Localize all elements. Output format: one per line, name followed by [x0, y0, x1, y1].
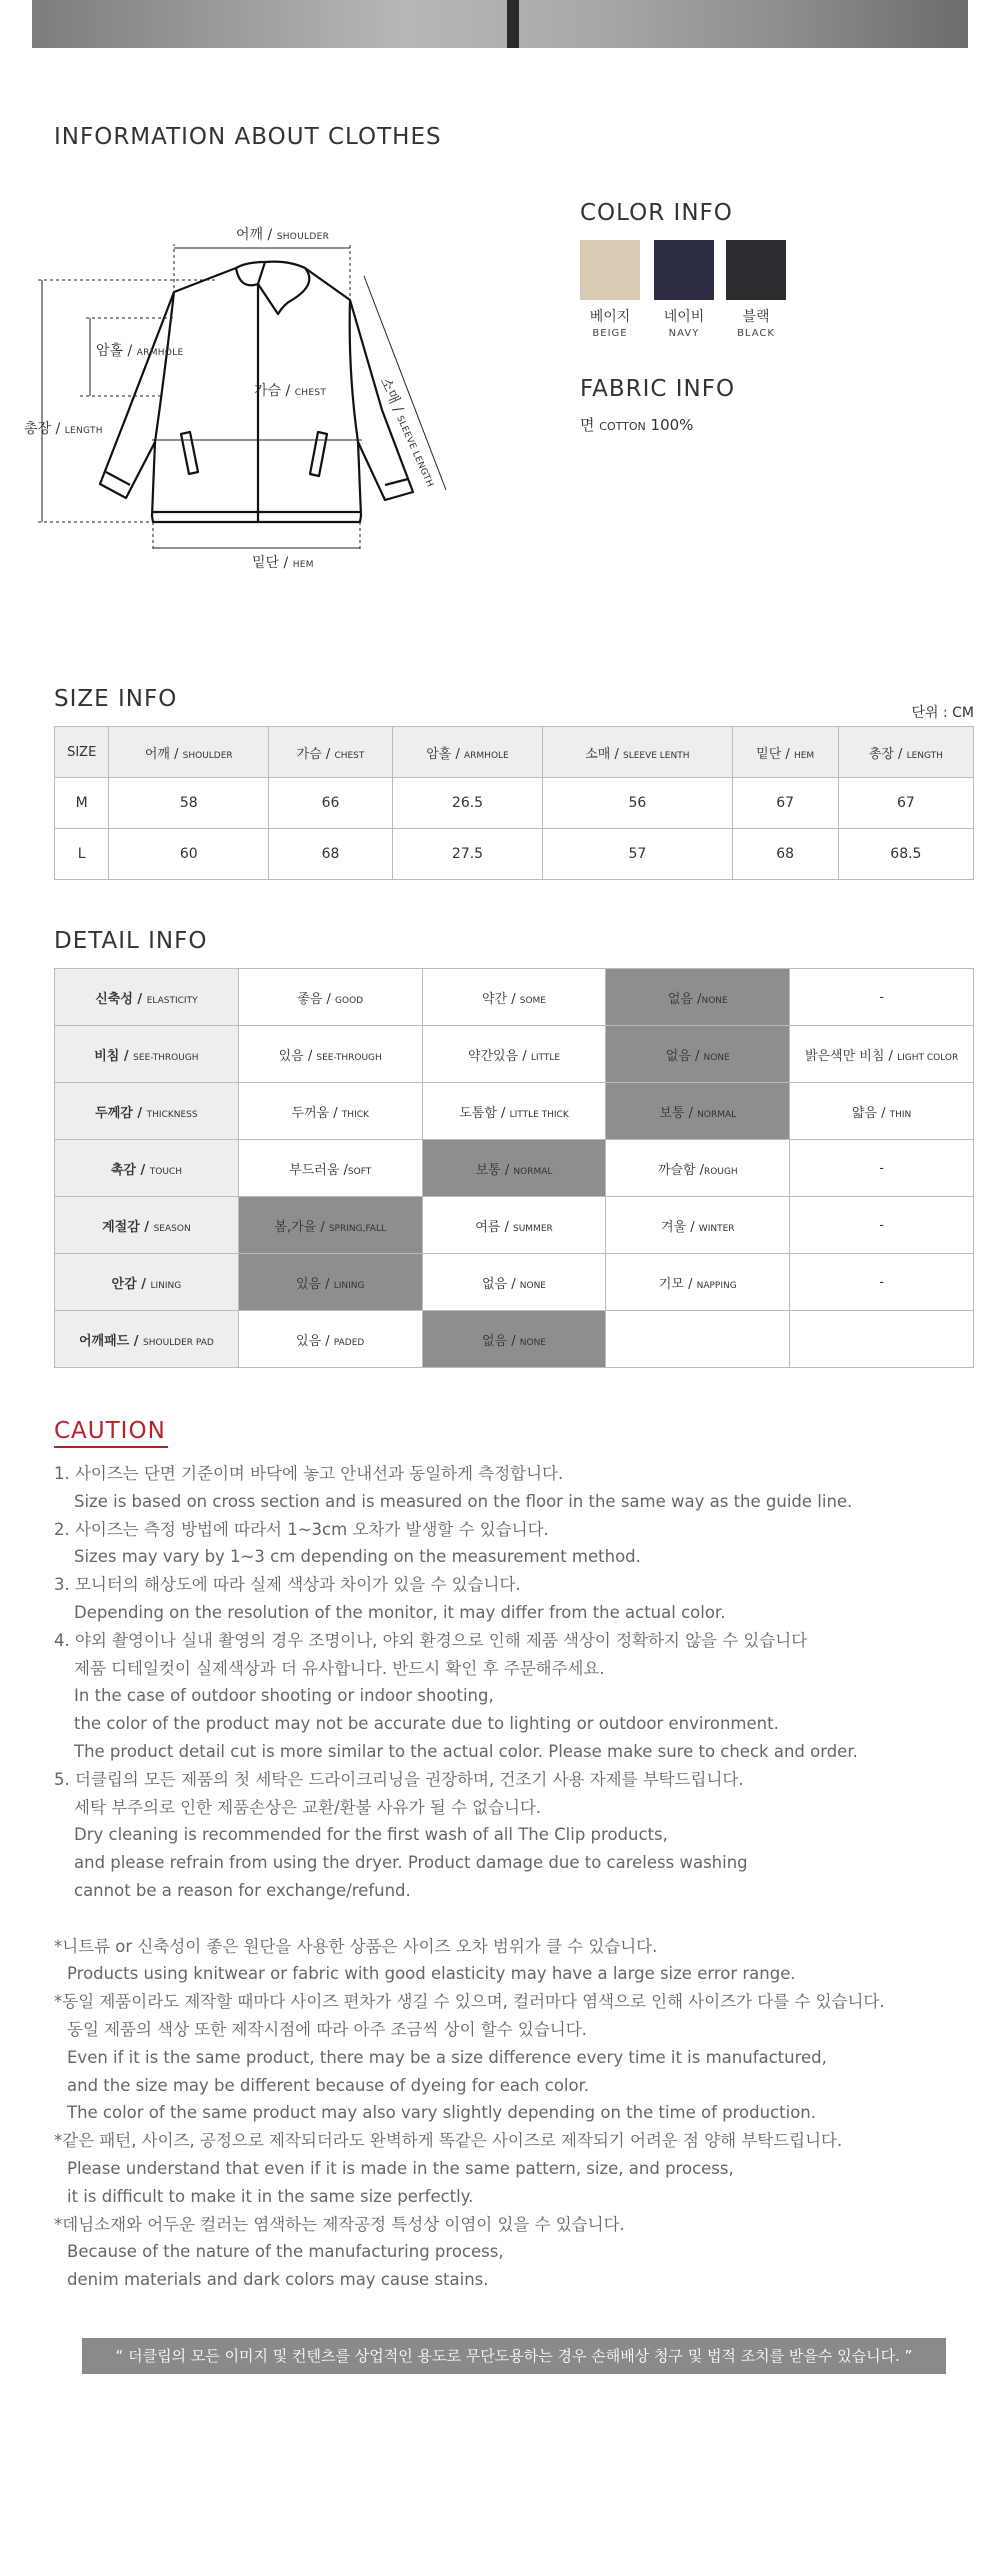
color-name-en: NAVY — [668, 328, 700, 339]
color-name-ko: 네이비 — [663, 309, 705, 325]
size-header-cell — [732, 727, 838, 778]
header-en: ARMHOLE — [464, 750, 509, 761]
color-swatch — [580, 240, 640, 300]
size-cell: 57 — [543, 829, 732, 880]
detail-label — [55, 1197, 239, 1254]
detail-cell — [790, 1140, 974, 1197]
label-en: THICKNESS — [146, 1109, 198, 1120]
copyright-notice: “ 더클립의 모든 이미지 및 컨텐츠를 상업적인 용도로 무단도용하는 경우 손해배상 청구 및 법적 조치를 받을수 있습니다. ” — [82, 2338, 946, 2374]
size-cell: 66 — [269, 778, 393, 829]
caution-line: 4. 야외 촬영이나 실내 촬영의 경우 조명이나, 야외 환경으로 인해 제품 색상이 정확하지 않을 수 있습니다 — [54, 1630, 808, 1650]
caution-line: Products using knitwear or fabric with good elasticity may have a large size error range. — [67, 1964, 796, 1984]
header-ko: 암홀 / — [426, 746, 464, 762]
table-row — [55, 1026, 974, 1083]
table-row — [55, 1083, 974, 1140]
detail-cell-selected — [606, 1026, 790, 1083]
detail-cell — [790, 1311, 974, 1368]
label-ko: 두께감 / — [95, 1105, 147, 1121]
detail-cell-selected — [606, 1083, 790, 1140]
label-en: LINING — [150, 1280, 182, 1291]
label-en: SEE-THROUGH — [133, 1052, 199, 1063]
caution-text — [54, 1460, 984, 2294]
detail-cell — [238, 1311, 422, 1368]
cell-ko: 약간있음 / — [467, 1048, 531, 1064]
detail-cell — [790, 1254, 974, 1311]
caution-underline — [54, 1446, 168, 1448]
hem-label: 밑단 / HEM — [252, 555, 314, 571]
cell-ko: 겨울 / — [661, 1219, 699, 1235]
detail-cell — [606, 1311, 790, 1368]
cell-en: THICK — [341, 1109, 369, 1120]
caution-line: cannot be a reason for exchange/refund. — [74, 1880, 411, 1900]
jacket-measurement-diagram — [18, 222, 498, 582]
color-name-ko: 블랙 — [742, 309, 770, 325]
cell-ko: 있음 / — [278, 1048, 317, 1064]
size-cell: 26.5 — [392, 778, 542, 829]
color-name-ko: 베이지 — [589, 309, 631, 325]
caution-line: Because of the nature of the manufacturing process, — [67, 2242, 504, 2262]
detail-cell — [606, 1197, 790, 1254]
label-en: SHOULDER PAD — [143, 1337, 214, 1348]
label-ko: 촉감 / — [110, 1162, 150, 1178]
detail-cell — [238, 1083, 422, 1140]
cell-ko: 있음 / — [296, 1333, 334, 1349]
header-ko: 가슴 / — [296, 746, 335, 762]
detail-label — [55, 1026, 239, 1083]
color-swatch — [726, 240, 786, 300]
detail-label — [55, 1140, 239, 1197]
caution-line: Depending on the resolution of the monitor, it may differ from the actual color. — [74, 1602, 726, 1622]
size-cell: 68 — [732, 829, 838, 880]
detail-cell — [606, 1254, 790, 1311]
color-info-title: COLOR INFO — [580, 200, 733, 226]
detail-cell — [790, 1083, 974, 1140]
cell-en: LITTLE THICK — [509, 1109, 569, 1120]
caution-line: Please understand that even if it is made in the same pattern, size, and process, — [67, 2158, 734, 2178]
caution-line: *동일 제품이라도 제작할 때마다 사이즈 편차가 생길 수 있으며, 컬러마다 염색으로 인해 사이즈가 다를 수 있습니다. — [54, 1992, 885, 2012]
detail-cell — [422, 1083, 606, 1140]
cell-ko: 없음 / — [665, 1048, 704, 1064]
label-ko: 어깨패드 / — [78, 1333, 143, 1349]
cell-ko: 까슬함 / — [657, 1162, 705, 1178]
size-header-cell — [269, 727, 393, 778]
detail-cell — [238, 969, 422, 1026]
size-cell: 56 — [543, 778, 732, 829]
size-cell: 67 — [732, 778, 838, 829]
shoulder-label: 어깨 / SHOULDER — [236, 227, 330, 243]
caution-line: and the size may be different because of dyeing for each color. — [67, 2075, 590, 2095]
cell-en: NONE — [519, 1280, 546, 1291]
size-cell: 60 — [109, 829, 269, 880]
caution-line: Even if it is the same product, there may be a size difference every time it is manufactured, — [67, 2047, 827, 2067]
caution-line: 동일 제품의 색상 또한 제작시점에 따라 아주 조금씩 상이 할수 있습니다. — [67, 2019, 587, 2039]
caution-line: *니트류 or 신축성이 좋은 원단을 사용한 상품은 사이즈 오차 범위가 클 수 있습니다. — [54, 1936, 658, 1956]
detail-cell — [790, 1197, 974, 1254]
caution-line: 3. 모니터의 해상도에 따라 실제 색상과 차이가 있을 수 있습니다. — [54, 1575, 521, 1595]
size-cell: 27.5 — [392, 829, 542, 880]
detail-cell-selected — [422, 1140, 606, 1197]
detail-cell — [790, 969, 974, 1026]
size-header-cell — [392, 727, 542, 778]
caution-line: 1. 사이즈는 단면 기준이며 바닥에 놓고 안내선과 동일하게 측정합니다. — [54, 1464, 564, 1483]
caution-line: In the case of outdoor shooting or indoor shooting, — [74, 1686, 494, 1706]
table-row — [55, 1197, 974, 1254]
caution-line: denim materials and dark colors may cause stains. — [67, 2270, 489, 2290]
detail-cell — [606, 1140, 790, 1197]
header-ko: 소매 / — [585, 746, 623, 762]
detail-cell — [238, 1026, 422, 1083]
photo-dark-stripe — [507, 0, 519, 48]
cell-ko: 두꺼움 / — [291, 1105, 342, 1121]
caution-line: Size is based on cross section and is measured on the floor in the same way as the guide line. — [74, 1491, 853, 1511]
cell-ko: 없음 / — [667, 991, 702, 1007]
cell-ko: - — [879, 989, 884, 1005]
detail-info-title: DETAIL INFO — [54, 928, 208, 954]
color-swatch — [654, 240, 714, 300]
label-ko: 신축성 / — [95, 991, 147, 1007]
cell-ko: 얇음 / — [851, 1105, 890, 1121]
label-ko: 비침 / — [94, 1048, 134, 1064]
header-en: CHEST — [334, 750, 365, 761]
caution-line: Dry cleaning is recommended for the first wash of all The Clip products, — [74, 1825, 668, 1845]
size-table-header — [55, 727, 974, 778]
fabric-info-title: FABRIC INFO — [580, 376, 736, 402]
cell-ko: 보통 / — [475, 1162, 514, 1178]
header-en: SHOULDER — [182, 750, 233, 761]
cell-en: ROUGH — [704, 1166, 738, 1177]
detail-cell-selected — [422, 1311, 606, 1368]
size-cell: 58 — [109, 778, 269, 829]
size-header-cell — [543, 727, 732, 778]
header-ko: SIZE — [67, 744, 97, 760]
label-ko: 계절감 / — [102, 1219, 154, 1235]
cell-en: SOME — [519, 995, 546, 1006]
armhole-label: 암홀 / ARMHOLE — [96, 343, 184, 359]
cell-en: NONE — [703, 1052, 730, 1063]
size-header-cell — [838, 727, 973, 778]
caution-line: Sizes may vary by 1~3 cm depending on the measurement method. — [74, 1547, 641, 1567]
cell-en: GOOD — [335, 995, 364, 1006]
cell-ko: 없음 / — [481, 1276, 520, 1292]
caution-line: 5. 더클립의 모든 제품의 첫 세탁은 드라이크리닝을 권장하며, 건조기 사용 자제를 부탁드립니다. — [54, 1769, 744, 1789]
caution-line: *같은 패턴, 사이즈, 공정으로 제작되더라도 완벽하게 똑같은 사이즈로 제작되기 어려운 점 양해 부탁드립니다. — [54, 2131, 843, 2151]
cell-en: PADED — [333, 1337, 365, 1348]
cell-ko: 약간 / — [481, 991, 520, 1007]
table-row — [55, 1254, 974, 1311]
cell-en: SPRING,FALL — [328, 1223, 386, 1234]
detail-label — [55, 1083, 239, 1140]
size-unit: 단위 : CM — [911, 705, 974, 721]
table-row — [55, 829, 974, 880]
sleeve-label: 소매 / SLEEVE LENGTH — [376, 375, 435, 489]
header-ko: 밑단 / — [756, 746, 794, 762]
cell-ko: 여름 / — [475, 1219, 513, 1235]
detail-cell — [422, 1197, 606, 1254]
length-label: 총장 / LENGTH — [24, 421, 103, 437]
detail-cell — [422, 969, 606, 1026]
label-en: TOUCH — [149, 1166, 182, 1177]
cell-en: NONE — [519, 1337, 546, 1348]
header-en: LENGTH — [906, 750, 943, 761]
detail-cell — [422, 1254, 606, 1311]
cell-ko: 기모 / — [658, 1276, 697, 1292]
table-row — [55, 1140, 974, 1197]
detail-cell-selected — [238, 1254, 422, 1311]
detail-table — [54, 968, 974, 1368]
caution-line: 2. 사이즈는 측정 방법에 따라서 1~3cm 오차가 발생할 수 있습니다. — [54, 1519, 549, 1539]
cell-ko: - — [879, 1274, 884, 1290]
detail-label — [55, 1254, 239, 1311]
caution-line: *데님소재와 어두운 컬러는 염색하는 제작공정 특성상 이염이 있을 수 있습니다. — [54, 2214, 625, 2234]
label-ko: 안감 / — [111, 1276, 151, 1292]
cell-ko: 없음 / — [481, 1333, 520, 1349]
cell-en: NONE — [701, 995, 728, 1006]
caution-title: CAUTION — [54, 1418, 166, 1444]
table-row — [55, 778, 974, 829]
detail-cell-selected — [238, 1197, 422, 1254]
header-ko: 어깨 / — [144, 746, 183, 762]
cell-en: LIGHT COLOR — [897, 1052, 959, 1063]
cell-en: NORMAL — [513, 1166, 553, 1177]
caution-line: The product detail cut is more similar to the actual color. Please make sure to check and order. — [74, 1741, 858, 1761]
cell-ko: - — [879, 1217, 884, 1233]
chest-label: 가슴 / CHEST — [254, 383, 327, 399]
table-row — [55, 1311, 974, 1368]
detail-cell — [422, 1026, 606, 1083]
cell-en: LITTLE — [530, 1052, 561, 1063]
cell-en: NAPPING — [696, 1280, 737, 1291]
header-ko: 총장 / — [868, 746, 907, 762]
cell-en: SUMMER — [512, 1223, 553, 1234]
cell-ko: 부드러움 / — [289, 1162, 348, 1178]
size-header-cell — [55, 727, 109, 778]
cell-ko: 밝은색만 비침 / — [804, 1048, 898, 1064]
cell-en: WINTER — [698, 1223, 735, 1234]
jacket-outline-illustration — [18, 222, 498, 582]
caution-line: it is difficult to make it in the same size perfectly. — [67, 2186, 474, 2206]
detail-label — [55, 969, 239, 1026]
size-cell: 67 — [838, 778, 973, 829]
detail-cell-selected — [606, 969, 790, 1026]
size-cell: 68.5 — [838, 829, 973, 880]
size-header-cell — [109, 727, 269, 778]
cell-ko: 도톰함 / — [459, 1105, 510, 1121]
caution-spacer — [54, 1905, 984, 1933]
size-cell: M — [55, 778, 109, 829]
size-cell: 68 — [269, 829, 393, 880]
caution-line: and please refrain from using the dryer. Product damage due to careless washing — [74, 1853, 748, 1873]
cell-ko: 좋음 / — [297, 991, 336, 1007]
header-en: SLEEVE LENTH — [622, 750, 690, 761]
label-en: SEASON — [153, 1223, 191, 1234]
detail-cell — [238, 1140, 422, 1197]
detail-label — [55, 1311, 239, 1368]
cell-ko: 보통 / — [659, 1105, 698, 1121]
caution-line: The color of the same product may also vary slightly depending on the time of production. — [67, 2103, 816, 2123]
color-name-en: BLACK — [737, 328, 775, 339]
cell-ko: 있음 / — [295, 1276, 334, 1292]
cell-en: NORMAL — [697, 1109, 737, 1120]
label-en: ELASTICITY — [146, 995, 198, 1006]
product-photo-bottom — [32, 0, 968, 48]
fabric-composition: 면 COTTON 100% — [580, 416, 694, 434]
detail-cell — [790, 1026, 974, 1083]
caution-line: the color of the product may not be accurate due to lighting or outdoor environment. — [74, 1714, 779, 1734]
header-en: HEM — [793, 750, 815, 761]
cell-en: THIN — [889, 1109, 912, 1120]
cell-ko: 봄,가을 / — [274, 1219, 329, 1235]
caution-line: 제품 디테일컷이 실제색상과 더 유사합니다. 반드시 확인 후 주문해주세요. — [74, 1658, 605, 1678]
info-title: INFORMATION ABOUT CLOTHES — [54, 124, 442, 150]
cell-en: SOFT — [347, 1166, 372, 1177]
size-cell: L — [55, 829, 109, 880]
cell-en: SEE-THROUGH — [316, 1052, 382, 1063]
cell-en: LINING — [333, 1280, 365, 1291]
cell-ko: - — [879, 1160, 884, 1176]
table-row — [55, 969, 974, 1026]
size-table — [54, 726, 974, 880]
size-info-title: SIZE INFO — [54, 686, 178, 712]
caution-line: 세탁 부주의로 인한 제품손상은 교환/환불 사유가 될 수 없습니다. — [74, 1797, 542, 1817]
color-name-en: BEIGE — [592, 328, 628, 339]
